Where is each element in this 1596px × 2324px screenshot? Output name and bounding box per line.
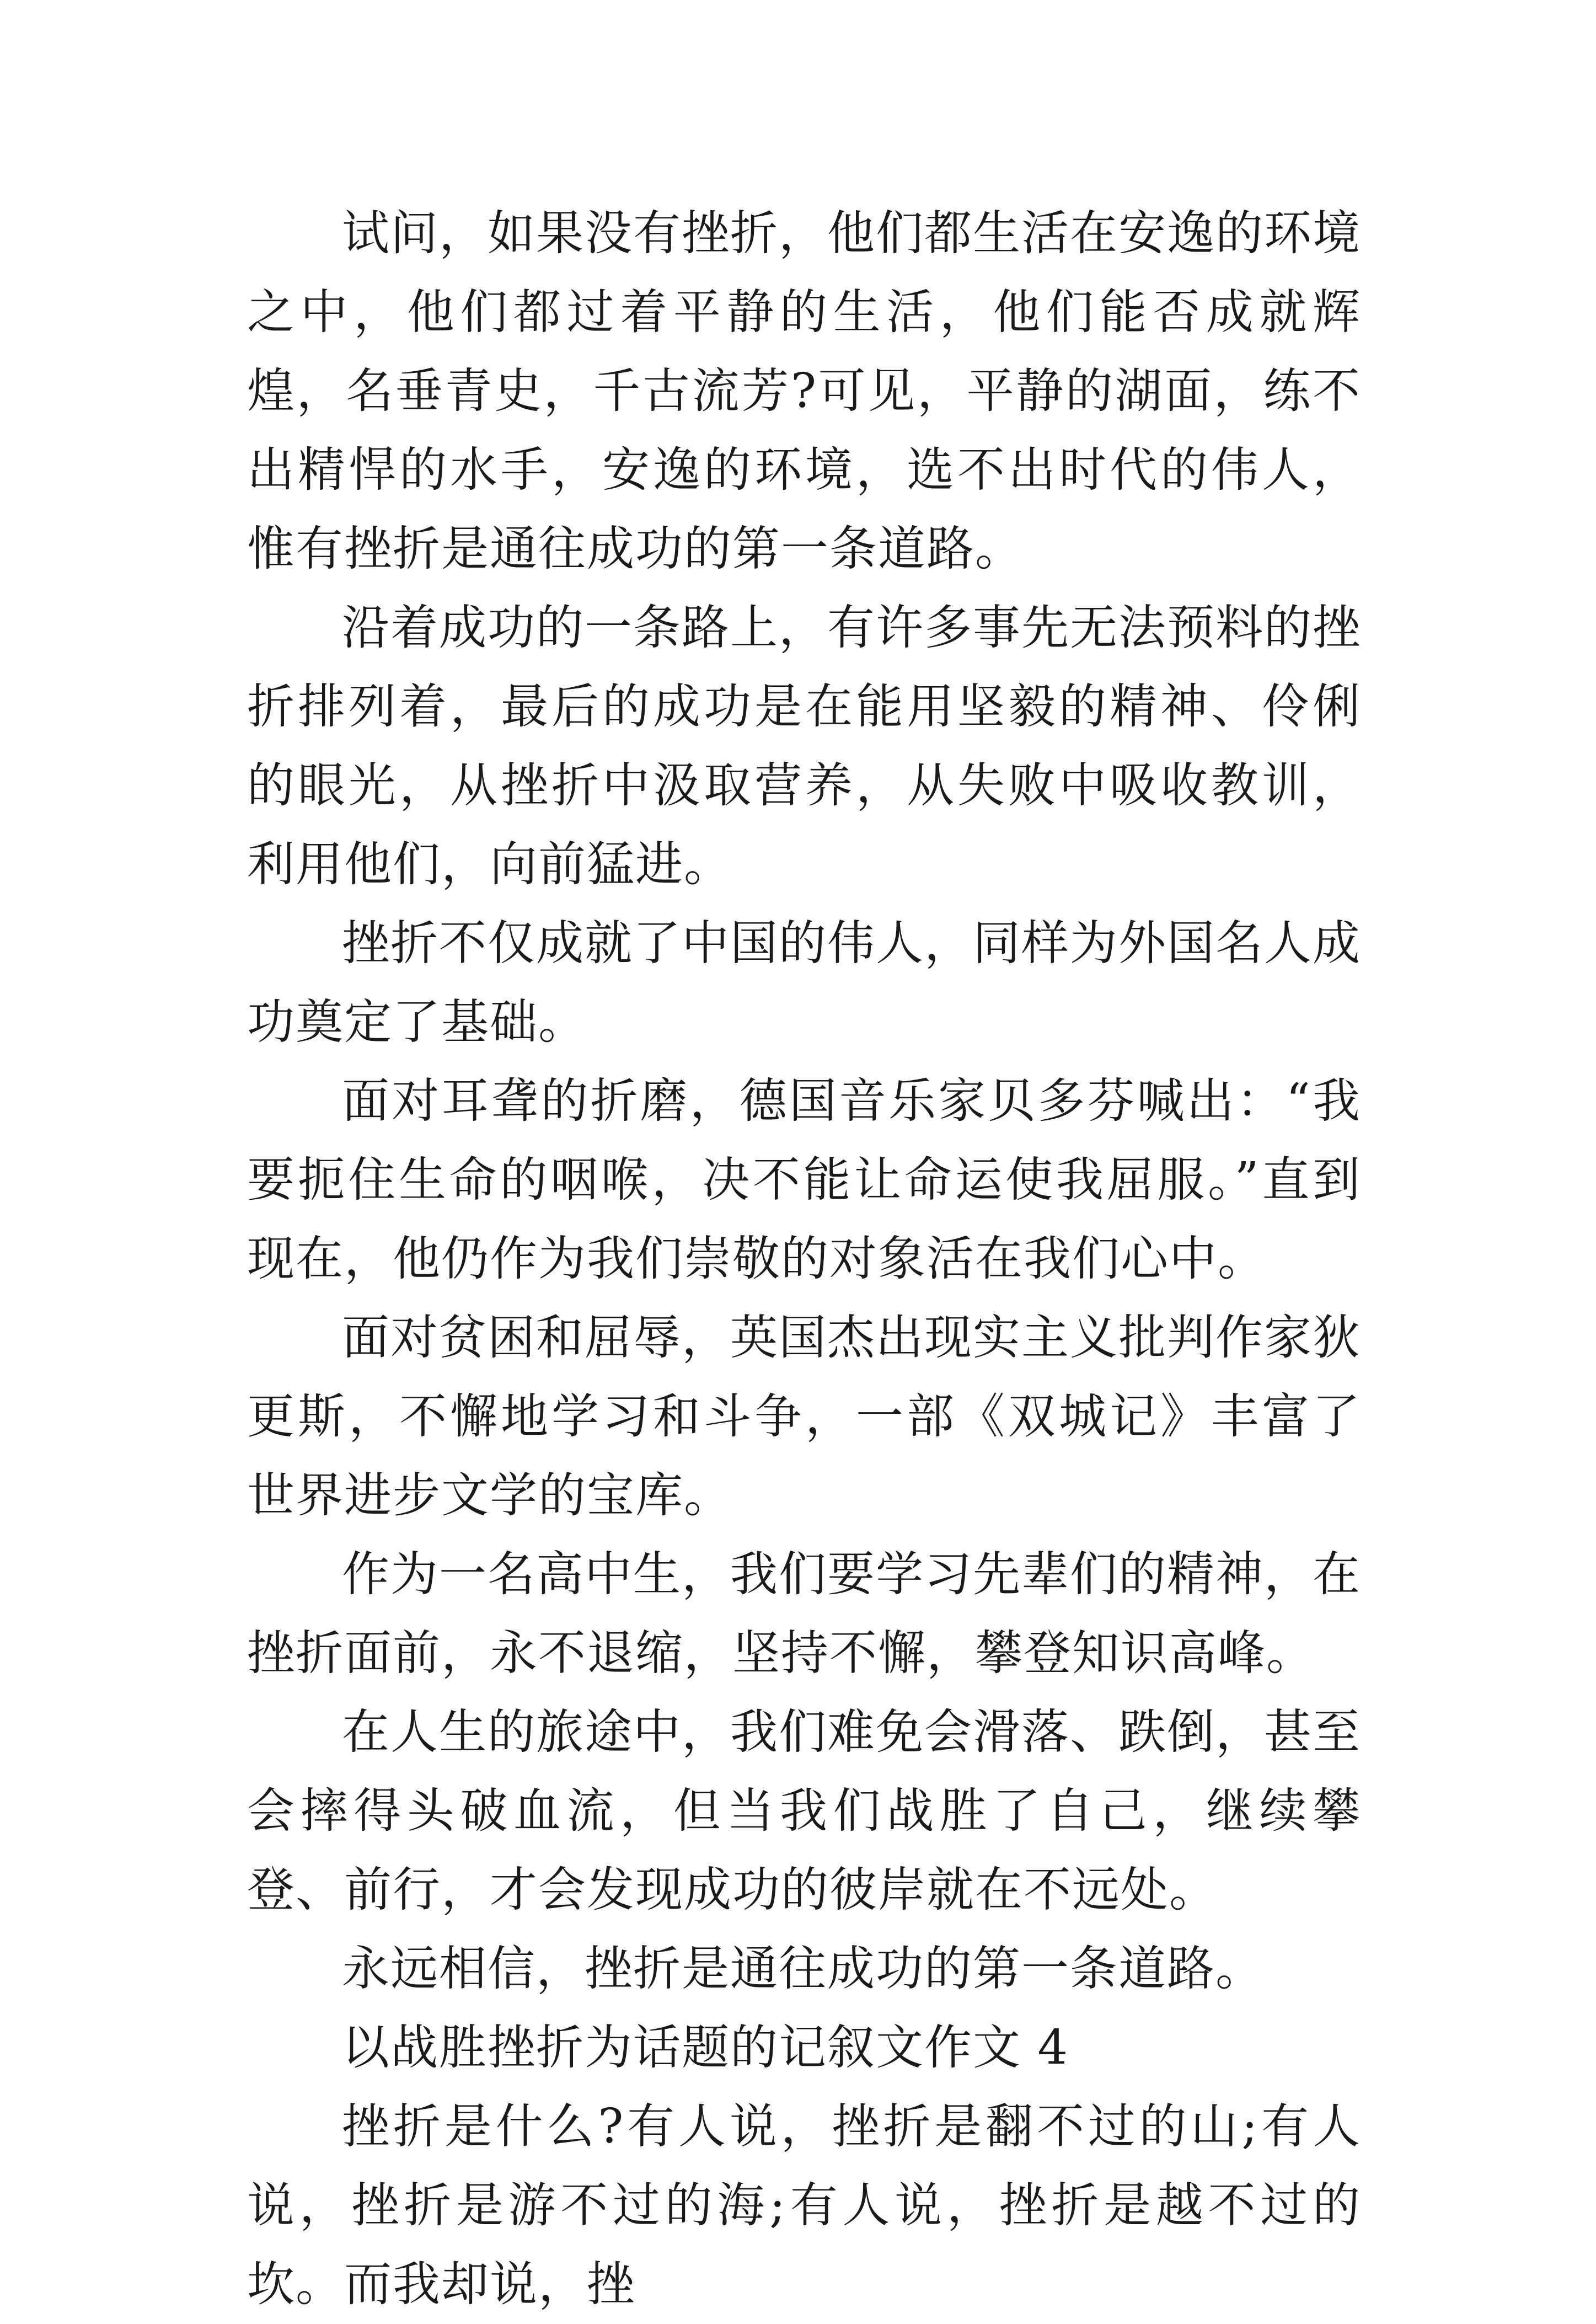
paragraph: 挫折是什么?有人说，挫折是翻不过的山;有人说，挫折是游不过的海;有人说，挫折是越不过的坎。而我却说，挫 (247, 2099, 1361, 2312)
paragraph: 在人生的旅途中，我们难免会滑落、跌倒，甚至会摔得头破血流，但当我们战胜了自己，继续攀登、前行，才会发现成功的彼岸就在不远处。 (247, 1705, 1361, 1917)
paragraph: 作为一名高中生，我们要学习先辈们的精神，在挫折面前，永不退缩，坚持不懈，攀登知识高峰。 (247, 1547, 1361, 1681)
paragraph: 沿着成功的一条路上，有许多事先无法预料的挫折排列着，最后的成功是在能用坚毅的精神、伶俐的眼光，从挫折中汲取营养，从失败中吸收教训，利用他们，向前猛进。 (247, 600, 1361, 892)
document-body (247, 194, 1361, 2324)
paragraph: 试问，如果没有挫折，他们都生活在安逸的环境之中，他们都过着平静的生活，他们能否成就辉煌，名垂青史，千古流芳?可见，平静的湖面，练不出精悍的水手，安逸的环境，选不出时代的伟人，惟有挫折是通往成功的第一条道路。 (247, 206, 1361, 576)
section-heading: 以战胜挫折为话题的记叙文作文 4 (342, 2020, 1069, 2075)
paragraph: 面对贫困和屈辱，英国杰出现实主义批判作家狄更斯，不懈地学习和斗争，一部《双城记》丰富了世界进步文学的宝库。 (247, 1310, 1361, 1523)
paragraph: 面对耳聋的折磨，德国音乐家贝多芬喊出：“我要扼住生命的咽喉，决不能让命运使我屈服。”直到现在，他仍作为我们崇敬的对象活在我们心中。 (247, 1073, 1361, 1286)
paragraph: 挫折不仅成就了中国的伟人，同样为外国名人成功奠定了基础。 (247, 916, 1361, 1050)
paragraph: 永远相信，挫折是通往成功的第一条道路。 (342, 1941, 1264, 1996)
